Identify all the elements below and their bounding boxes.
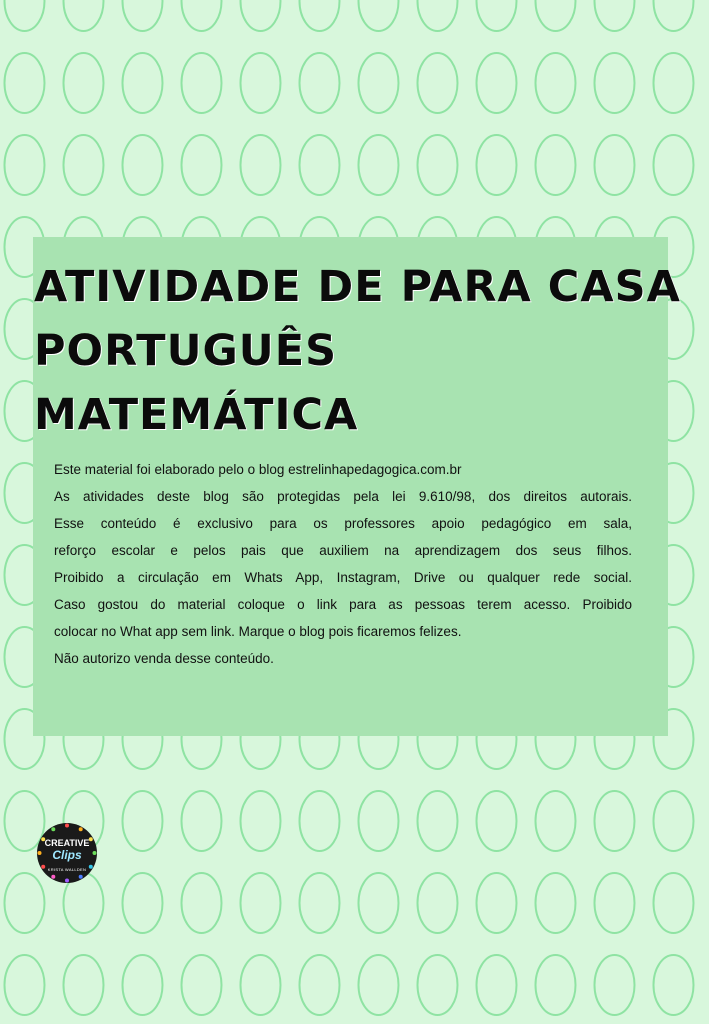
notice-line: Esse conteúdo é exclusivo para os professores apoio pedagógico em sala, <box>54 516 632 531</box>
copyright-notice <box>54 456 632 672</box>
logo-word-creative: CREATIVE <box>44 838 90 848</box>
notice-line: Este material foi elaborado pelo o blog estrelinhapedagogica.com.br <box>54 462 462 477</box>
title-line-2: PORTUGUÊS <box>34 326 338 376</box>
logo-word-clips: Clips <box>52 848 82 862</box>
notice-line: Proibido a circulação em Whats App, Instagram, Drive ou qualquer rede social. <box>54 570 632 585</box>
notice-line: Caso gostou do material coloque o link para as pessoas terem acesso. Proibido <box>54 597 632 612</box>
title-line-1: ATIVIDADE DE PARA CASA <box>34 262 681 312</box>
logo-author: KRISTA WALLDEN <box>47 867 87 872</box>
notice-line: As atividades deste blog são protegidas pela lei 9.610/98, dos direitos autorais. <box>54 489 632 504</box>
notice-line: colocar no What app sem link. Marque o blog pois ficaremos felizes. <box>54 624 462 639</box>
title-line-3: MATEMÁTICA <box>34 390 359 440</box>
notice-line: Não autorizo venda desse conteúdo. <box>54 651 274 666</box>
notice-line: reforço escolar e pelos pais que auxiliem na aprendizagem dos seus filhos. <box>54 543 632 558</box>
creative-clips-logo <box>36 822 98 884</box>
